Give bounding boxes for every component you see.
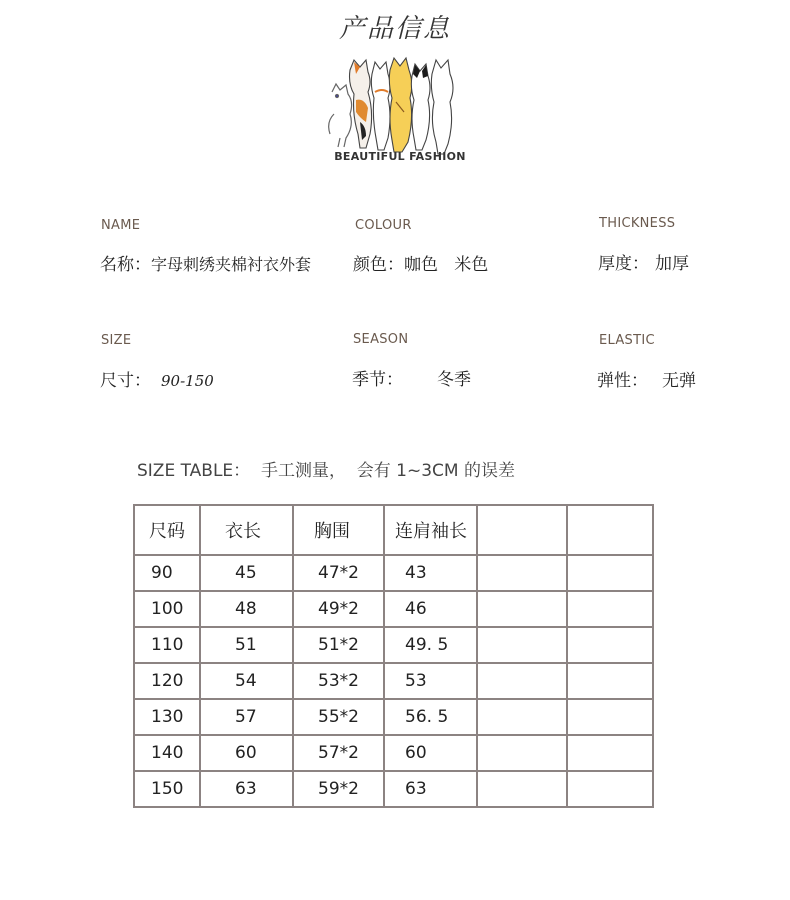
size-value: 90-150 — [161, 372, 214, 390]
table-cell: 55*2 — [293, 699, 384, 735]
colour-field — [353, 250, 488, 275]
table-cell: 48 — [200, 591, 293, 627]
table-cell — [567, 663, 653, 699]
table-cell: 49*2 — [293, 591, 384, 627]
season-value: 冬季 — [437, 370, 471, 390]
table-cell: 150 — [134, 771, 200, 807]
table-cell: 63 — [384, 771, 477, 807]
page-title: 产品信息 — [338, 14, 451, 44]
table-cell: 110 — [134, 627, 200, 663]
brand-name: BEAUTIFUL FASHION — [334, 150, 466, 163]
table-cell — [567, 735, 653, 771]
size-label-en: SIZE — [101, 333, 132, 348]
table-cell — [567, 591, 653, 627]
table-cell: 59*2 — [293, 771, 384, 807]
table-cell: 53*2 — [293, 663, 384, 699]
table-row — [134, 591, 653, 627]
table-cell — [477, 735, 567, 771]
table-cell: 53 — [384, 663, 477, 699]
size-table — [133, 504, 654, 808]
elastic-label: 弹性： — [597, 371, 648, 391]
season-label-en: SEASON — [353, 332, 409, 347]
table-row — [134, 699, 653, 735]
table-cell: 51*2 — [293, 627, 384, 663]
table-row — [134, 627, 653, 663]
season-field — [352, 365, 471, 390]
table-cell: 57*2 — [293, 735, 384, 771]
table-cell: 49. 5 — [384, 627, 477, 663]
thickness-label: 厚度： — [598, 254, 649, 274]
colour-label: 颜色： — [353, 255, 404, 275]
thickness-value: 加厚 — [655, 254, 689, 274]
table-cell: 51 — [200, 627, 293, 663]
colour-value: 咖色 米色 — [404, 255, 489, 275]
size-field — [100, 366, 214, 391]
table-cell — [567, 555, 653, 591]
size-table-title: SIZE TABLE： 手工测量， 会有 1~3CM 的误差 — [137, 461, 516, 481]
colour-label-en: COLOUR — [355, 218, 412, 233]
table-cell: 130 — [134, 699, 200, 735]
table-cell: 57 — [200, 699, 293, 735]
size-table-header-cell — [477, 505, 567, 555]
season-label: 季节： — [352, 370, 403, 390]
table-cell: 56. 5 — [384, 699, 477, 735]
table-cell — [477, 627, 567, 663]
table-row — [134, 663, 653, 699]
size-table-header-cell: 胸围 — [293, 505, 384, 555]
table-cell: 140 — [134, 735, 200, 771]
table-cell: 47*2 — [293, 555, 384, 591]
table-cell — [567, 699, 653, 735]
elastic-label-en: ELASTIC — [599, 333, 655, 348]
table-cell: 54 — [200, 663, 293, 699]
table-cell — [567, 627, 653, 663]
table-cell: 120 — [134, 663, 200, 699]
table-cell: 63 — [200, 771, 293, 807]
table-cell — [477, 555, 567, 591]
table-cell: 60 — [384, 735, 477, 771]
size-table-body — [134, 505, 653, 807]
size-table-header-row — [134, 505, 653, 555]
elastic-field — [597, 366, 696, 391]
table-row — [134, 735, 653, 771]
table-cell: 43 — [384, 555, 477, 591]
name-label: 名称： — [100, 255, 151, 275]
table-row — [134, 555, 653, 591]
thickness-label-en: THICKNESS — [599, 216, 676, 231]
size-table-header-cell: 连肩袖长 — [384, 505, 477, 555]
table-row — [134, 771, 653, 807]
table-cell: 46 — [384, 591, 477, 627]
name-field — [100, 250, 311, 275]
table-cell: 100 — [134, 591, 200, 627]
thickness-field — [598, 249, 689, 274]
table-cell: 60 — [200, 735, 293, 771]
size-label: 尺寸： — [100, 371, 151, 391]
table-cell — [477, 663, 567, 699]
size-table-header-cell: 衣长 — [200, 505, 293, 555]
table-cell — [567, 771, 653, 807]
table-cell — [477, 771, 567, 807]
table-cell: 90 — [134, 555, 200, 591]
size-table-header-cell: 尺码 — [134, 505, 200, 555]
table-cell: 45 — [200, 555, 293, 591]
table-cell — [477, 591, 567, 627]
elastic-value: 无弹 — [662, 371, 696, 391]
table-cell — [477, 699, 567, 735]
name-label-en: NAME — [101, 218, 141, 233]
size-table-header-cell — [567, 505, 653, 555]
name-value: 字母刺绣夹棉衬衣外套 — [151, 255, 312, 274]
